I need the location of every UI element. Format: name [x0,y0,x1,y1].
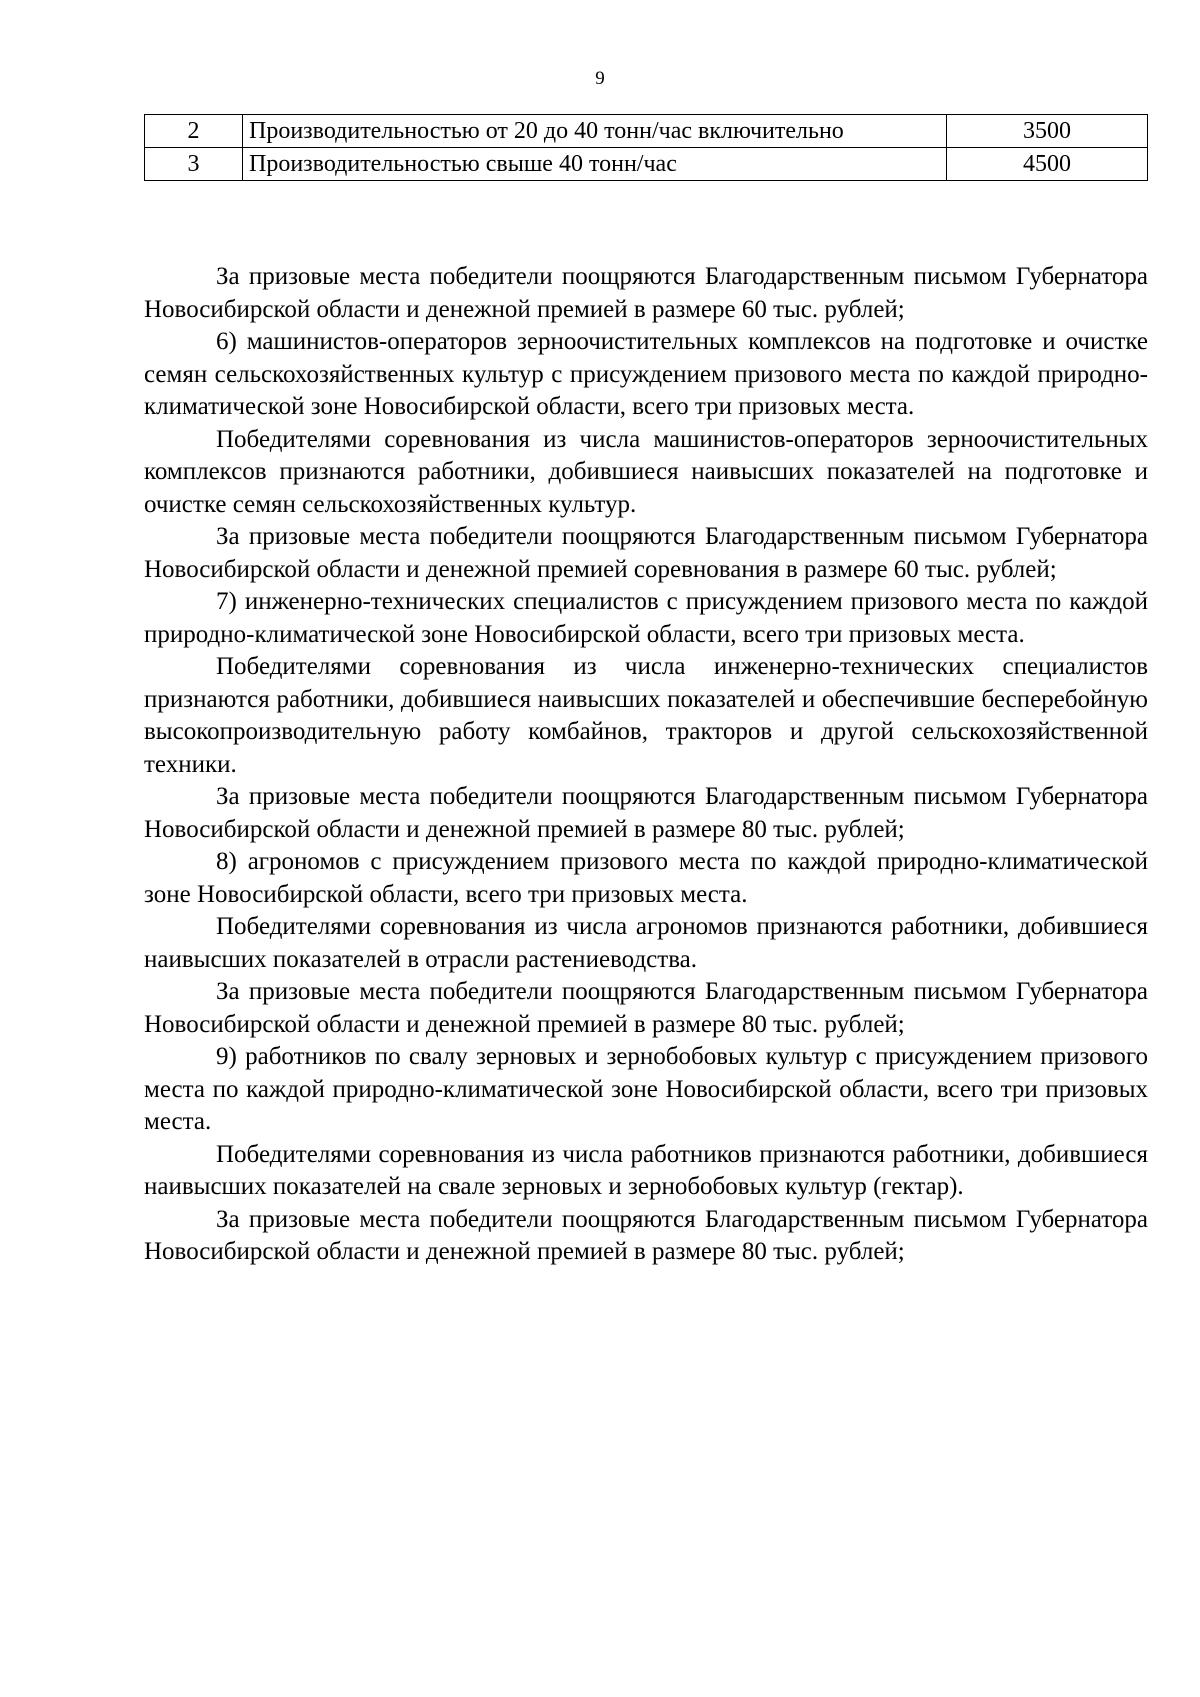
table-row [145,115,1148,148]
row-number-cell: 3 [145,148,243,181]
paragraph: Победителями соревнования из числа инженерно-технических специалистов признаются работники, добившиеся наивысших показателей и обеспечившие бесперебойную высокопроизводительную работу комбайнов, тракторов и другой сельскохозяйственной техники. [144,653,1148,778]
row-description-cell: Производительностью свыше 40 тонн/час [243,148,947,181]
rates-table [144,114,1148,181]
row-number-cell: 2 [145,115,243,148]
row-amount-cell: 3500 [947,115,1148,148]
paragraph: За призовые места победители поощряются Благодарственным письмом Губернатора Новосибирской области и денежной премией в размере 80 тыс. рублей; [144,783,1148,843]
paragraph: 8) агрономов с присуждением призового места по каждой природно-климатической зоне Новосибирской области, всего три призовых места. [144,848,1148,908]
paragraph: 6) машинистов-операторов зерноочистительных комплексов на подготовке и очистке семян сельскохозяйственных культур с присуждением призового места по каждой природно-климатической зоне Новосибирской области, всего три призовых места. [144,328,1148,420]
paragraph: 9) работников по свалу зерновых и зернобобовых культур с присуждением призового места по каждой природно-климатической зоне Новосибирской области, всего три призовых места. [144,1043,1148,1135]
page-number: 9 [595,68,605,89]
paragraph: Победителями соревнования из числа агрономов признаются работники, добившиеся наивысших показателей в отрасли растениеводства. [144,913,1148,973]
table-row [145,148,1148,181]
document-body [144,261,1148,1269]
paragraph: 7) инженерно-технических специалистов с присуждением призового места по каждой природно-климатической зоне Новосибирской области, всего три призовых места. [144,588,1148,648]
paragraph: За призовые места победители поощряются Благодарственным письмом Губернатора Новосибирской области и денежной премией в размере 80 тыс. рублей; [144,978,1148,1038]
paragraph: Победителями соревнования из числа работников признаются работники, добившиеся наивысших показателей на свале зерновых и зернобобовых культур (гектар). [144,1140,1148,1200]
paragraph: За призовые места победители поощряются Благодарственным письмом Губернатора Новосибирской области и денежной премией соревнования в размере 60 тыс. рублей; [144,523,1148,583]
row-amount-cell: 4500 [947,148,1148,181]
paragraph: За призовые места победители поощряются Благодарственным письмом Губернатора Новосибирской области и денежной премией в размере 60 тыс. рублей; [144,263,1148,323]
paragraph: Победителями соревнования из числа машинистов-операторов зерноочистительных комплексов признаются работники, добившиеся наивысших показателей на подготовке и очистке семян сельскохозяйственных культур. [144,425,1148,518]
paragraph: За призовые места победители поощряются Благодарственным письмом Губернатора Новосибирской области и денежной премией в размере 80 тыс. рублей; [144,1205,1148,1265]
row-description-cell: Производительностью от 20 до 40 тонн/час включительно [243,115,947,148]
